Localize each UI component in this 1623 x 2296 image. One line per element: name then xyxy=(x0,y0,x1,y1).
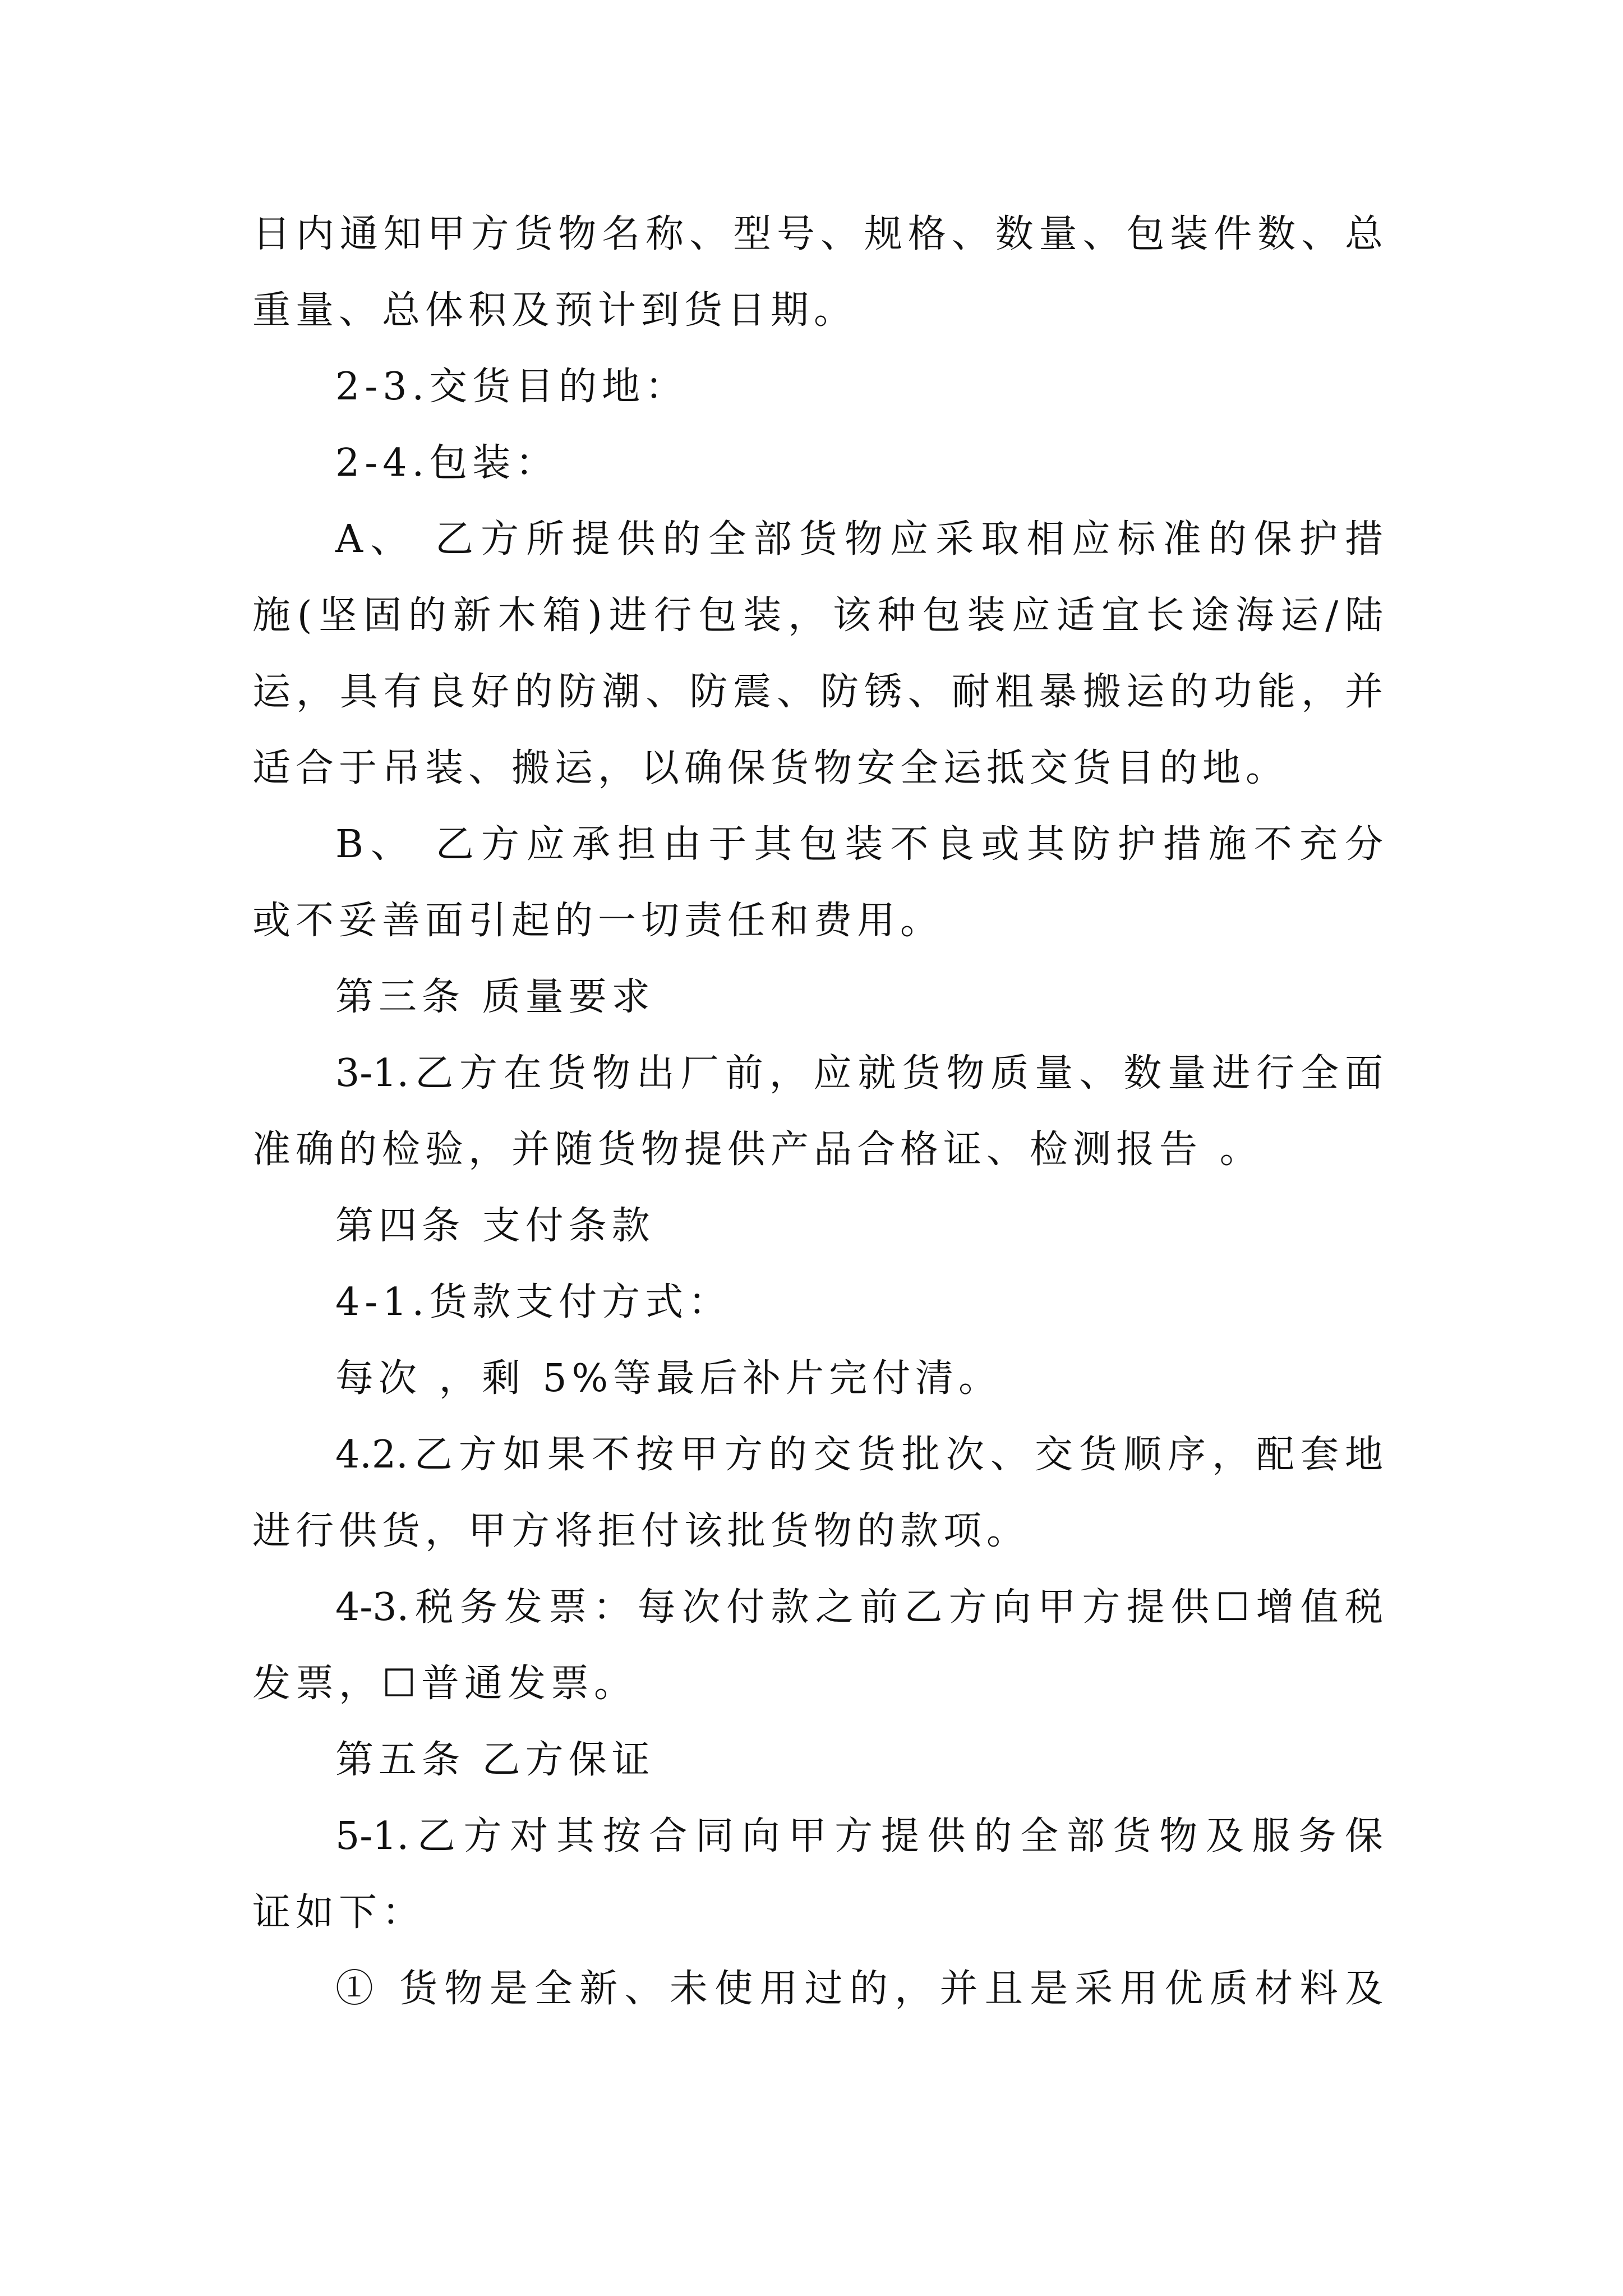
article-5-heading: 第五条 乙方保证 xyxy=(335,1738,655,1782)
text-line-2: 重量、总体积及预计到货日期。 xyxy=(252,288,857,333)
clause-4-3-line-1: 4-3.税务发票：每次付款之前乙方向甲方提供☐增值税 xyxy=(335,1585,1383,1630)
payment-text: 每次 ，剩 5%等最后补片完付清。 xyxy=(335,1356,1002,1401)
clause-4-3-line-2: 发票，☐普通发票。 xyxy=(252,1662,637,1706)
clause-4-1: 4-1.货款支付方式： xyxy=(335,1280,732,1324)
clause-4-2-line-2: 进行供货，甲方将拒付该批货物的款项。 xyxy=(252,1509,1030,1553)
clause-2-4: 2-4.包装： xyxy=(335,441,559,485)
clause-5-1-line-2: 证如下： xyxy=(252,1890,426,1935)
item-b-line-2: 或不妥善面引起的一切责任和费用。 xyxy=(252,899,944,943)
item-a-line-1: A、 乙方所提供的全部货物应采取相应标准的保护措 xyxy=(335,517,1383,562)
clause-2-3: 2-3.交货目的地： xyxy=(335,365,689,409)
guarantee-item-1: ① 货物是全新、未使用过的，并且是采用优质材料及 xyxy=(335,1967,1383,2011)
clause-3-1-line-2: 准确的检验，并随货物提供产品合格证、检测报告 。 xyxy=(252,1128,1263,1172)
clause-4-2-line-1: 4.2.乙方如果不按甲方的交货批次、交货顺序，配套地 xyxy=(335,1433,1383,1477)
clause-3-1-line-1: 3-1.乙方在货物出厂前，应就货物质量、数量进行全面 xyxy=(335,1051,1383,1096)
article-3-heading: 第三条 质量要求 xyxy=(335,975,655,1019)
item-b-line-1: B、 乙方应承担由于其包装不良或其防护措施不充分 xyxy=(335,822,1383,867)
text-line-1: 日内通知甲方货物名称、型号、规格、数量、包装件数、总 xyxy=(252,212,1383,256)
clause-5-1-line-1: 5-1.乙方对其按合同向甲方提供的全部货物及服务保 xyxy=(335,1814,1383,1858)
item-a-line-2: 施(坚固的新木箱)进行包装，该种包装应适宜长途海运/陆 xyxy=(252,593,1383,638)
item-a-line-3: 运，具有良好的防潮、防震、防锈、耐粗暴搬运的功能，并 xyxy=(252,670,1383,714)
article-4-heading: 第四条 支付条款 xyxy=(335,1204,655,1248)
item-a-line-4: 适合于吊装、搬运，以确保货物安全运抵交货目的地。 xyxy=(252,746,1289,790)
